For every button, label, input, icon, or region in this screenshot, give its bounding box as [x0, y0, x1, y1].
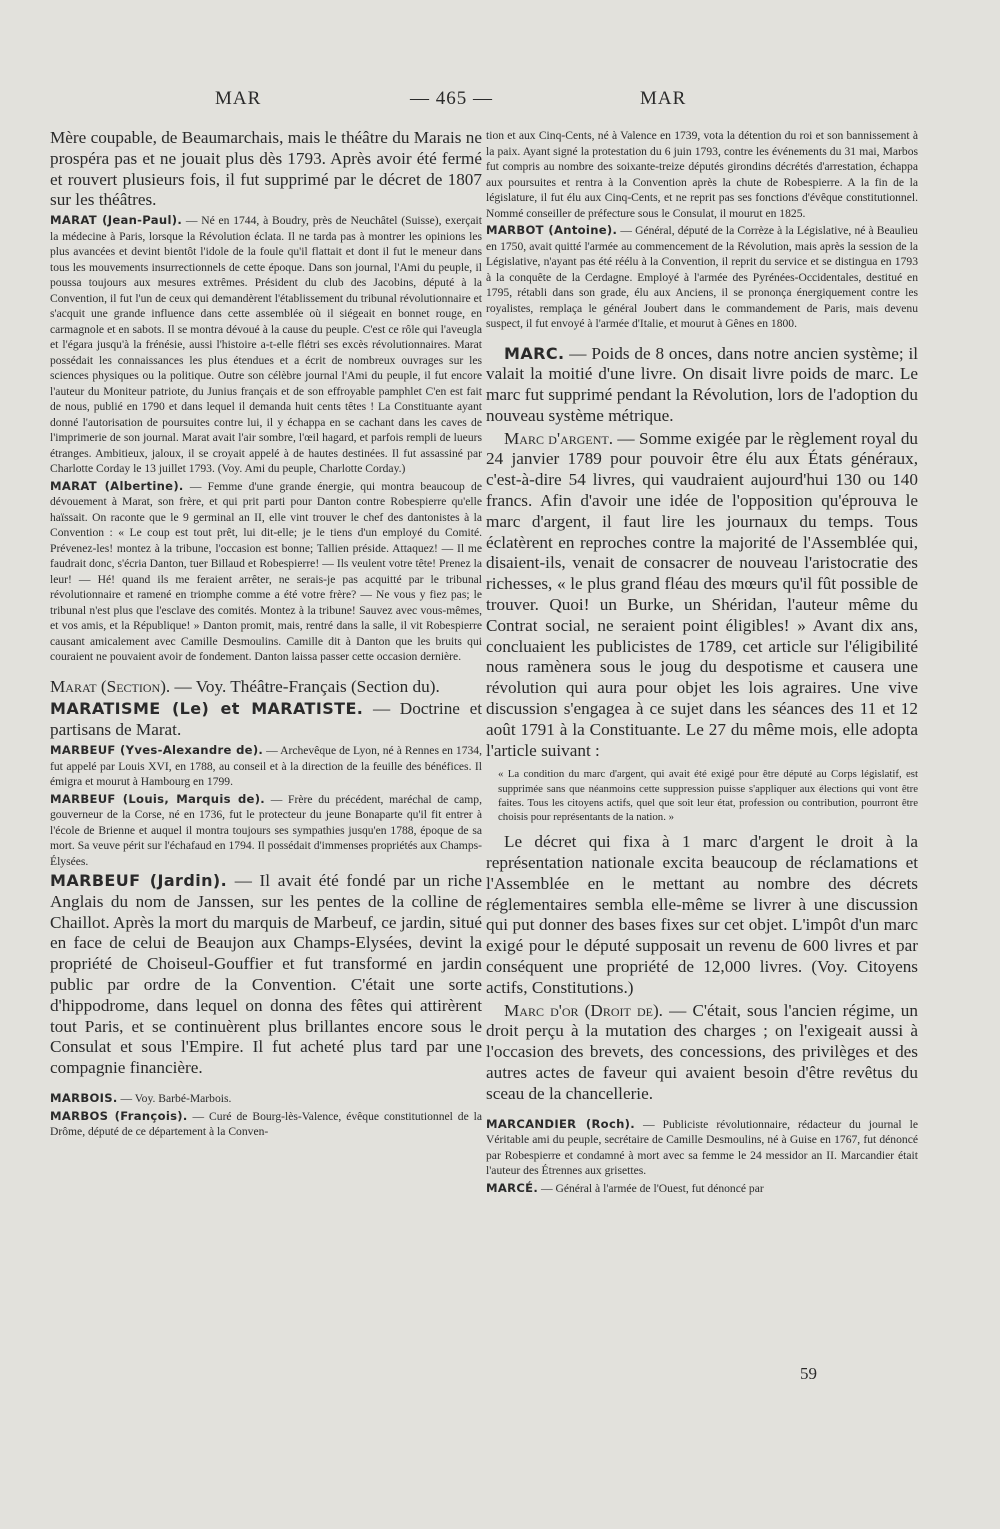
entry-paragraph [486, 1181, 918, 1197]
entry-paragraph [50, 792, 482, 870]
entry-text: Mère coupable, de Beaumarchais, mais le théâtre du Marais ne prospéra pas et ne jouait plus dès 1793. Après avoir été fermé et rouvert plusieurs fois, il fut supprimé par le décret de 1807 sur les théâtres. [50, 128, 482, 210]
entry-text: — Femme d'une grande énergie, qui montra beaucoup de dévouement à Marat, son frère, et qui prit parti pour Danton contre Robespierre qu'elle haïssait. On raconte que le 9 germinal an II, elle vint trouver le chef des dantonistes à la Convention : « Le coup est tout prêt, lui dit-elle; je le tiens d'un employé du Comité. Prévenez-les! montez à la tribune, l'occasion est bonne; Tallien préside. Attaquez! — Il me faudrait donc, s'écria Danton, tuer Billaud et Robespierre! — Ils veulent votre tête! Prenez la leur! — Hé! quand ils me feraient arrêter, ne serais-je pas acquitté par le tribunal révolutionnaire et ramené en triomphe comme a été votre frère? — Ne vous y fiez pas; le tribunal n'est plus que l'esclave des comités. Montez à la tribune! Sauvez avec vous-mêmes, et vos amis, et la République! » Danton promit, mais, rentré dans la salle, il vit Robespierre causant amicalement avec Camille Desmoulins. Camille dit à Danton que les bruits qui couraient ne pouvaient avoir de fondement. Danton laissa passer cette occasion dernière. [50, 479, 482, 664]
entry-headword: Marc d'argent. [504, 428, 614, 448]
entry-paragraph [486, 429, 918, 762]
entry-paragraph [50, 1109, 482, 1140]
entry-text: — Publiciste révolutionnaire, rédacteur du journal le Véritable ami du peuple, secrétaire de Camille Desmoulins, né à Guise en 1767, fut dénoncé par Robespierre et condamné à mort avec sa femme le 24 messidor an II. Marcandier était l'auteur des Étrennes aux grisettes. [486, 1117, 918, 1178]
entry-text: tion et aux Cinq-Cents, né à Valence en 1739, vota la détention du roi et son bannissement à la paix. Ayant signé la protestation du 6 juin 1793, contre les événements du 31 mai, Marbos fut compris au nombre des soixante-treize députés girondins décrétés d'arrestation, échappa aux poursuites et rentra à la Convention après la chute de Robespierre. A la fin de la législature, il fut élu aux Cinq-Cents, et ne reprit pas ses fonctions d'évêque constitutionnel. Nommé conseiller de préfecture sous le Consulat, il mourut en 1825. [486, 129, 918, 220]
entry-headword: MARAT (Jean-Paul). [50, 213, 183, 228]
entry-headword: Marc d'or (Droit de). [504, 1000, 663, 1020]
entry-text: « La condition du marc d'argent, qui avait été exigé pour être député au Corps législatif, est supprimée sans que néanmoins cette suppression puisse s'appliquer aux élections qui vont être faites. Tous les citoyens actifs, quel que soit leur état, profession ou contribution, pourront être choisis pour représentants de la nation. » [498, 768, 918, 824]
entry-paragraph [50, 213, 482, 477]
entry-headword: MARBEUF (Jardin). [50, 871, 228, 891]
right-column [486, 128, 918, 1196]
entry-paragraph [486, 832, 918, 998]
entry-text: — Il avait été fondé par un riche Anglais du nom de Janssen, sur les pentes de la colline de Chaillot. Après la mort du marquis de Marbeuf, ce jardin, situé en face de celui de Beaujon aux Champs-Elysées, devint la propriété de Choiseul-Gouffier et fut transformé en jardin public par ordre de la Convention. C'était une sorte d'hippodrome, dans lequel on donna des fêtes qui attirèrent tout Paris, et se continuèrent plus brillantes encore sous le Consulat et sous l'Empire. Il fut acheté plus tard par une compagnie financière. [50, 871, 482, 1078]
entry-headword: MARBEUF (Yves-Alexandre de). [50, 743, 264, 758]
entry-text: — Voy. Théâtre-Français (Section du). [170, 676, 440, 696]
entry-paragraph [486, 344, 918, 427]
entry-text: — Voy. Barbé-Marbois. [117, 1092, 232, 1106]
entry-paragraph [486, 223, 918, 332]
entry-paragraph [50, 128, 482, 211]
left-column [50, 128, 482, 1140]
entry-headword: MARBEUF (Louis, Marquis de). [50, 791, 266, 806]
entry-paragraph [50, 1091, 482, 1107]
entry-text: — Curé de Bourg-lès-Valence, évêque constitutionnel de la Drôme, député de ce département à la Conven- [50, 1109, 482, 1139]
signature-mark: 59 [800, 1364, 817, 1383]
entry-headword: MARBOS (François). [50, 1108, 188, 1123]
entry-paragraph [50, 479, 482, 665]
entry-text: Le décret qui fixa à 1 marc d'argent le droit à la représentation nationale excita beaucoup de réclamations et l'Assemblée en le mettant au nombre des décrets réglementaires sembla elle-même se livrer à une discussion qui put donner des bases fixes sur cet objet. L'impôt d'un marc exigé pour le député supposait un revenu de 600 livres et par conséquent une propriété de 12,000 livres. (Voy. Citoyens actifs, Constitutions.) [486, 832, 918, 997]
entry-text: — Somme exigée par le règlement royal du 24 janvier 1789 pour pouvoir être élu aux États généraux, c'est-à-dire 54 livres, qui vaudraient aujourd'hui 130 ou 140 francs. Afin d'avoir une idée de l'opposition qu'éprouva le marc d'argent, il faut lire les journaux du temps. Tous éclatèrent en reproches contre la majorité de l'Assemblée qui, disaient-ils, venait de consacrer de nouveau l'aristocratie des richesses, « le plus grand fléau des mœurs qu'il fût possible de trouver. Quoi! un Burke, un Shéridan, l'auteur même du Contrat social, ne seraient point éligibles! » Avant dix ans, concluaient les publicistes de 1789, cet article sur l'éligibilité nous ramènera sous le joug du despotisme et causera une révolution qui aura pour objet les lois agraires. Une vive discussion s'engagea à ce sujet dans les séances des 11 et 12 août 1791 à la Constituante. Le 27 du même mois, elle adopta l'article suivant : [486, 428, 919, 760]
entry-headword: MARCÉ. [486, 1180, 539, 1195]
entry-text: — Frère du précédent, maréchal de camp, gouverneur de la Corse, né en 1736, fut le protecteur du jeune Bonaparte qu'il fit entrer à l'école de Brienne et auquel il montra toujours ses sympathies jusqu'en 1788, époque de sa mort. Sa veuve périt sur l'échafaud en 1794. Il possédait d'immenses propriétés aux Champs-Élysées. [50, 792, 482, 868]
entry-text: — Général à l'armée de l'Ouest, fut dénoncé par [538, 1181, 764, 1195]
entry-paragraph [486, 1117, 918, 1179]
entry-headword: Marat (Section). [50, 676, 171, 696]
header-left: MAR [215, 88, 262, 109]
entry-paragraph [50, 699, 482, 741]
entry-paragraph [486, 1001, 918, 1105]
running-header [0, 88, 1000, 118]
entry-text: — Poids de 8 onces, dans notre ancien système; il valait la moitié d'une livre. On disait livre poids de marc. Le marc fut supprimé pendant la Révolution, lors de l'adoption du nouveau système métrique. [486, 343, 918, 425]
entry-headword: MARAT (Albertine). [50, 478, 184, 493]
header-right: MAR [640, 88, 687, 109]
entry-headword: MARBOIS. [50, 1091, 118, 1106]
page-number: — 465 — [410, 88, 493, 109]
entry-headword: MARC. [504, 343, 565, 363]
entry-headword: MARCANDIER (Roch). [486, 1116, 635, 1131]
entry-text: — Né en 1744, à Boudry, près de Neuchâtel (Suisse), exerçait la médecine à Paris, lorsque la Révolution éclata. Il ne tarda pas à montrer les opinions les plus avancées et devint bientôt l'idole de la foule qu'il flattait et dont il fut le meneur dans tous les mouvements insurrectionnels de cette époque. Dans son journal, l'Ami du peuple, il poussa toujours aux mesures extrêmes. Président du club des Jacobins, député à la Convention, il fut l'un de ceux qui demandèrent l'établissement du tribunal révolutionnaire et s'acquit une grande influence dans cette assemblée où il siégeait en bonnet rouge, en carmagnole et en sabots. Il se montra dévoué à la cause du peuple. C'est ce rôle qui l'aveugla et l'égara jusqu'à la frénésie, aussi l'histoire a-t-elle flétri ses excès révolutionnaires. Marat possédait les connaissances les plus étendues et a écrit de nombreux ouvrages sur les sciences physiques ou la politique. Outre son célèbre journal l'Ami du peuple, il fut encore l'auteur du Moniteur patriote, du Junius français et de son effroyable pamphlet C'en est fait de nous, publié en 1790 et dans lequel il demanda huit cents têtes ! La Constituante ayant donné l'autorisation de poursuites contre lui, il y échappa en se cachant dans les caves de l'imprimerie de son journal. Marat avait l'air sombre, l'œil hagard, et parfois rempli de lueurs étranges. Ambitieux, jaloux, il se croyait appelé à de hautes destinées. Il fut assassiné par Charlotte Corday le 13 juillet 1793. (Voy. Ami du peuple, Charlotte Corday.) [50, 214, 482, 476]
entry-paragraph [50, 677, 482, 698]
entry-text: — Doctrine et partisans de Marat. [50, 699, 482, 740]
entry-paragraph [50, 871, 482, 1079]
entry-text: — Archevêque de Lyon, né à Rennes en 1734, fut appelé par Louis XVI, en 1788, au conseil et à la direction de la feuille des bénéfices. Il émigra et mourut à Hambourg en 1799. [50, 744, 482, 789]
entry-text: — C'était, sous l'ancien régime, un droit perçu à la mutation des charges ; on l'exigeait aussi à l'occasion des brevets, des concessions, des privilèges et des autres actes de faveur qui avaient besoin d'être revêtus du sceau de la chancellerie. [486, 1000, 918, 1103]
entry-paragraph [50, 743, 482, 790]
entry-paragraph [486, 767, 918, 824]
entry-paragraph [486, 128, 918, 221]
entry-headword: MARATISME (Le) et MARATISTE. [50, 699, 364, 719]
entry-headword: MARBOT (Antoine). [486, 223, 618, 237]
entry-text: — Général, député de la Corrèze à la Législative, né à Beaulieu en 1750, avait quitté l'armée au commencement de la Révolution, mais après la session de la Législative, n'ayant pas été réélu à la Convention, il reprit du service et se distingua en 1793 à la conquête de la Cerdagne. Employé à l'armée des Pyrénées-Occidentales, destitué en 1795, rétabli dans son grade, élu aux Anciens, il se prononça énergiquement contre les royalistes, remplaça le général Joubert dans le commandement de Paris, mais devenu suspect, il fut envoyé à l'armée d'Italie, et mourut à Gênes en 1800. [486, 224, 918, 330]
